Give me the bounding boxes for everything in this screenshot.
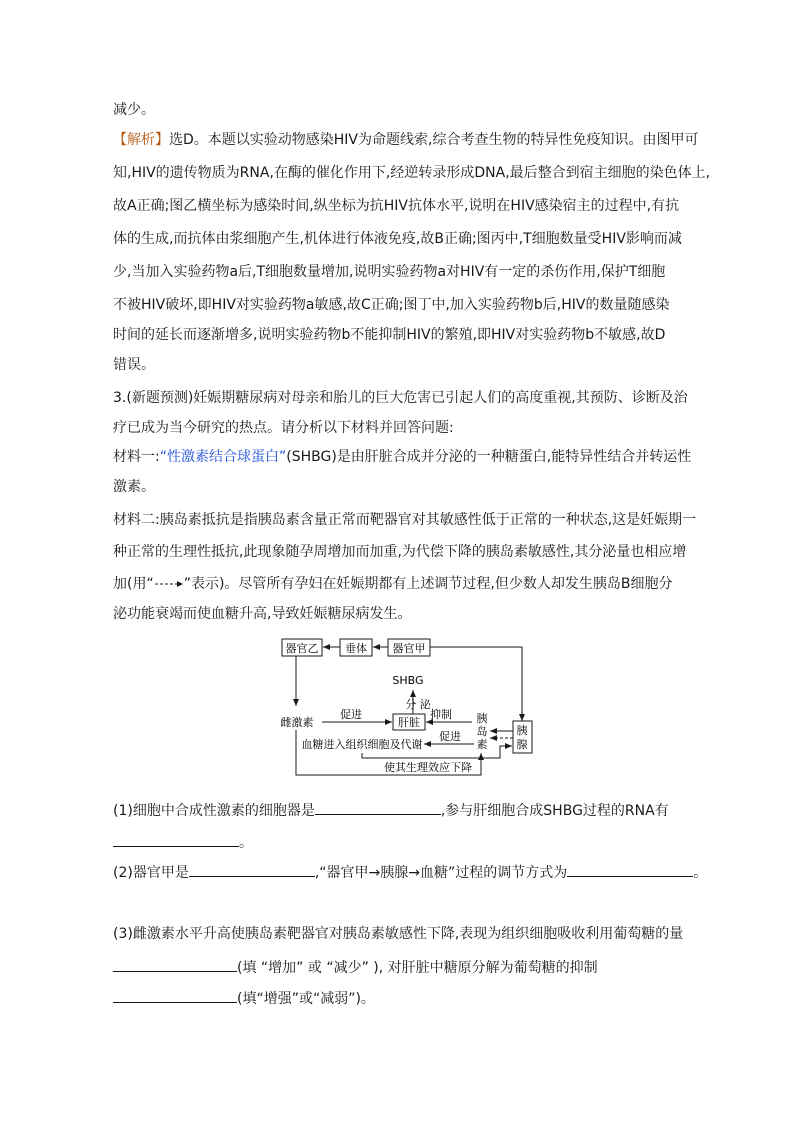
question-3-cont2	[113, 988, 375, 1009]
insulin-char-3: 素	[476, 738, 488, 751]
material-label: 材料一:	[113, 449, 160, 465]
secrete-label: 分 泌	[405, 698, 431, 711]
blood-sugar-label: 血糖进入组织细胞及代谢	[301, 738, 423, 751]
regulation-diagram	[0, 632, 794, 792]
answer-blank-5[interactable]	[113, 957, 237, 972]
insulin-char-1: 胰	[476, 712, 488, 725]
text-span: 选D。本题以实验动物感染HIV为命题线索,综合考查生物的特异性免疫知识。由图甲可	[169, 132, 699, 148]
material-2-line: 材料二:胰岛素抵抗是指胰岛素含量正常而靶器官对其敏感性低于正常的一种状态,这是妊娠期一	[113, 512, 697, 528]
text-span: (SHBG)是由肝脏合成并分泌的一种糖蛋白,能特异性结合并转运性	[286, 449, 692, 465]
text-span: 加(用“	[113, 576, 154, 592]
answer-blank-4[interactable]	[567, 862, 693, 877]
answer-blank-1[interactable]	[315, 800, 441, 815]
text-line: 减少。	[113, 102, 155, 118]
text-line: 激素。	[113, 479, 155, 495]
analysis-tag: 【解析】	[113, 132, 169, 148]
promote-label-2: 促进	[439, 730, 461, 743]
highlight-term: “性激素结合球蛋白”	[159, 449, 287, 465]
text-line	[113, 574, 673, 594]
liver-label: 肝脏	[398, 716, 420, 729]
text-span: ”表示)。尽管所有孕妇在妊娠期都有上述调节过程,但少数人却发生胰岛B细胞分	[183, 576, 673, 592]
question-3-line: (3)雌激素水平升高使胰岛素靶器官对胰岛素敏感性下降,表现为组织细胞吸收利用葡萄糖的量	[113, 926, 684, 942]
text-span: (填“增强”或“减弱”)。	[237, 991, 375, 1007]
analysis-line	[113, 130, 698, 150]
insulin-char-2: 岛	[476, 725, 488, 738]
estrogen-label: 雌激素	[280, 716, 314, 729]
text-line: 体的生成,而抗体由浆细胞产生,机体进行体液免疫,故B正确;图丙中,T细胞数量受HIV影响而减	[113, 231, 682, 247]
question-intro: 3.(新题预测)妊娠期糖尿病对母亲和胎儿的巨大危害已引起人们的高度重视,其预防、诊断及治	[113, 390, 688, 406]
text-line: 错误。	[113, 357, 155, 373]
text-line: 疗已成为当今研究的热点。请分析以下材料并回答问题:	[113, 420, 454, 436]
question-2-line	[113, 862, 707, 883]
text-line: 泌功能衰竭而使血糖升高,导致妊娠糖尿病发生。	[113, 606, 412, 622]
material-1-line	[113, 447, 691, 467]
text-span: ,参与肝细胞合成SHBG过程的RNA有	[440, 803, 669, 819]
text-span: 。	[693, 865, 708, 881]
organ-a-label: 器官甲	[392, 642, 426, 655]
answer-blank-6[interactable]	[113, 988, 237, 1003]
promote-label-1: 促进	[340, 708, 362, 721]
text-span: (1)细胞中合成性激素的细胞器是	[113, 803, 315, 819]
dashed-arrow-icon	[154, 578, 184, 590]
text-line: 故A正确;图乙横坐标为感染时间,纵坐标为抗HIV抗体水平,说明在HIV感染宿主的过程中,有抗	[113, 198, 680, 214]
effect-down-label: 使其生理效应下降	[384, 761, 472, 774]
text-line: 不被HIV破坏,即HIV对实验药物a敏感,故C正确;图丁中,加入实验药物b后,HIV的数量随感染	[113, 297, 670, 313]
organ-b-label: 器官乙	[285, 642, 319, 655]
pancreas-char-2: 腺	[516, 738, 528, 751]
pancreas-char-1: 胰	[516, 724, 528, 737]
text-span: ,“器官甲→胰腺→血糖”过程的调节方式为	[314, 865, 568, 881]
shbg-label: SHBG	[392, 674, 424, 687]
inhibit-label: 抑制	[430, 708, 452, 721]
text-span: (2)器官甲是	[113, 865, 189, 881]
text-line: 种正常的生理性抵抗,此现象随孕周增加而加重,为代偿下降的胰岛素敏感性,其分泌量也相应增	[113, 544, 687, 560]
question-1-cont	[113, 832, 253, 853]
answer-blank-3[interactable]	[189, 862, 315, 877]
text-line: 知,HIV的遗传物质为RNA,在酶的催化作用下,经逆转录形成DNA,最后整合到宿主细胞的染色体上,	[113, 165, 711, 181]
pituitary-label: 垂体	[345, 642, 367, 655]
text-span: (填 “增加” 或 “减少” ), 对肝脏中糖原分解为葡萄糖的抑制	[237, 960, 598, 976]
question-1-line	[113, 800, 669, 821]
text-span: 。	[239, 835, 253, 851]
text-line: 时间的延长而逐渐增多,说明实验药物b不能抑制HIV的繁殖,即HIV对实验药物b不敏感,故D	[113, 327, 666, 343]
answer-blank-2[interactable]	[113, 832, 239, 847]
text-line: 少,当加入实验药物a后,T细胞数量增加,说明实验药物a对HIV有一定的杀伤作用,保护T细胞	[113, 264, 666, 280]
question-3-cont	[113, 957, 598, 978]
